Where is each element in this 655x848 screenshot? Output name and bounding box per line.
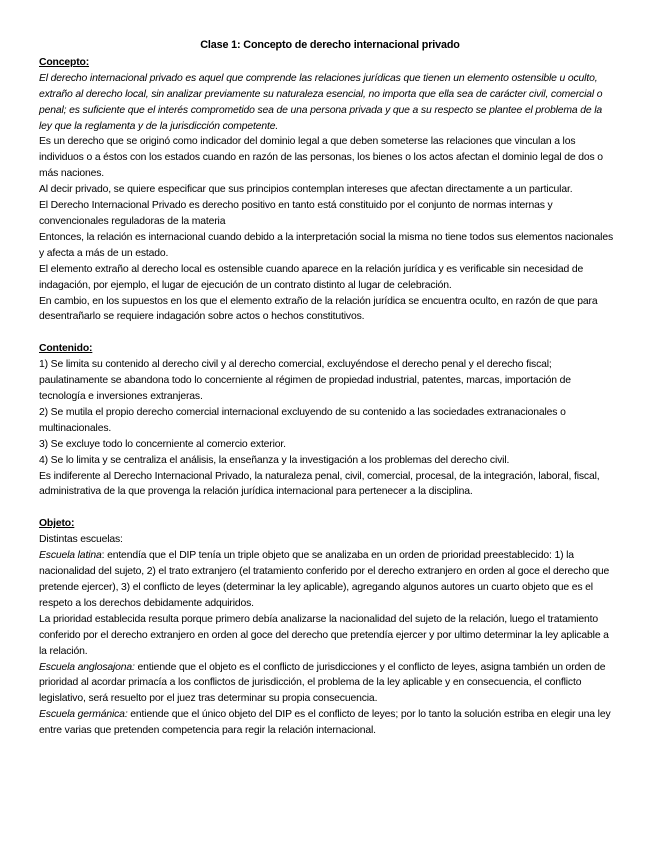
page-title: Clase 1: Concepto de derecho internacional privado <box>200 39 460 51</box>
contenido-item: 1) Se limita su contenido al derecho civil y al derecho comercial, excluyéndose el derecho penal y el derecho fiscal; paulatinamente se abandona todo lo concerniente al régimen de propiedad industrial, patentes, marcas, importación de tecnología e inversiones extranjeras. <box>39 359 571 403</box>
escuela-germanica-text: entiende que el único objeto del DIP es el conflicto de leyes; por lo tanto la solución estriba en elegir una ley entre varias que pretenden competencia para regir la relación internacional. <box>39 709 611 737</box>
objeto-heading: Objeto: <box>39 518 75 530</box>
escuela-anglosajona-paragraph <box>39 660 615 708</box>
concepto-paragraph: Entonces, la relación es internacional cuando debido a la interpretación social la misma no tiene todos sus elementos nacionales y afecta a más de un estado. <box>39 231 614 259</box>
section-spacer <box>39 325 615 341</box>
contenido-item: 2) Se mutila el propio derecho comercial internacional excluyendo de su contenido a las sociedades extranacionales o multinacionales. <box>39 406 566 434</box>
escuela-latina-text: : entendía que el DIP tenía un triple objeto que se analizaba en un orden de prioridad preestablecido: 1) la nacionalidad del sujeto, 2) el trato extranjero (el tratamiento conferido por el derecho extranjero en orden al goce el derecho que pretende ejercer), 3) el conflicto de leyes (determinar la ley aplicable), agregando algunos autores un cuarto objeto que es el respeto a los derechos debidamente adquiridos. <box>39 550 610 609</box>
concepto-paragraph: El Derecho Internacional Privado es derecho positivo en tanto está constituido por el conjunto de normas internas y convencionales reguladoras de la materia <box>39 200 553 227</box>
concepto-paragraph: El elemento extraño al derecho local es ostensible cuando aparece en la relación jurídica y es verificable sin necesidad de indagación, por ejemplo, el lugar de ejecución de un contrato distinto al lugar de celebración. <box>39 263 584 291</box>
escuela-latina-label: Escuela latina <box>39 550 102 562</box>
section-spacer <box>39 500 615 516</box>
concepto-definition: El derecho internacional privado es aquel que comprende las relaciones jurídicas que tienen un elemento ostensible u oculto, extraño al derecho local, sin analizar previamente su naturaleza esencial, no importa que ella sea de carácter civil, comercial o penal; es suficiente que el interés comprometido sea de una persona privada y que a su respecto se plantee el problema de la ley que la reglamenta y de la jurisdicción competente. <box>39 72 603 132</box>
concepto-paragraph: En cambio, en los supuestos en los que el elemento extraño de la relación jurídica se encuentra oculto, en razón de que para desentrañarlo se requiere indagación sobre actos o hechos constitutivos. <box>39 295 598 323</box>
objeto-intro: Distintas escuelas: <box>39 534 123 546</box>
concepto-paragraph: Al decir privado, se quiere especificar que sus principios contemplan intereses que afectan directamente a un particular. <box>39 184 573 196</box>
contenido-item: 4) Se lo limita y se centraliza el análisis, la enseñanza y la investigación a los problemas del derecho civil. <box>39 454 510 466</box>
contenido-item: 3) Se excluye todo lo concerniente al comercio exterior. <box>39 438 286 450</box>
contenido-closing: Es indiferente al Derecho Internacional Privado, la naturaleza penal, civil, comercial, procesal, de la integración, laboral, fiscal, administrativa de la que provenga la relación jurídica internacional para pertenecer a la disciplina. <box>39 470 600 498</box>
concepto-heading: Concepto: <box>39 56 90 68</box>
escuela-anglosajona-label: Escuela anglosajona: <box>39 661 135 673</box>
contenido-heading: Contenido: <box>39 343 93 355</box>
escuela-anglosajona-text: entiende que el objeto es el conflicto de jurisdicciones y el conflicto de leyes, asigna también un orden de prioridad al acordar primacía a los conflictos de jurisdicción, el problema de la ley aplicable y en consecuencia, el conflicto legislativo, será resuelto por el juez tras determinar su propia consecuencia. <box>39 661 606 705</box>
concepto-paragraph: Es un derecho que se originó como indicador del dominio legal a que deben someterse las relaciones que vinculan a los individuos o a éstos con los estados cuando en razón de las personas, los bienes o los actos afectan el dominio legal de dos o más naciones. <box>39 136 603 180</box>
escuela-latina-paragraph <box>39 548 615 612</box>
escuela-germanica-label: Escuela germánica: <box>39 709 128 721</box>
prioridad-paragraph: La prioridad establecida resulta porque primero debía analizarse la nacionalidad del sujeto de la relación, luego el tratamiento conferido por el derecho extranjero en orden al goce del derecho que pretendía ejercer y por ultimo determinar la ley aplicable a la relación. <box>39 613 609 657</box>
escuela-germanica-paragraph <box>39 707 615 739</box>
